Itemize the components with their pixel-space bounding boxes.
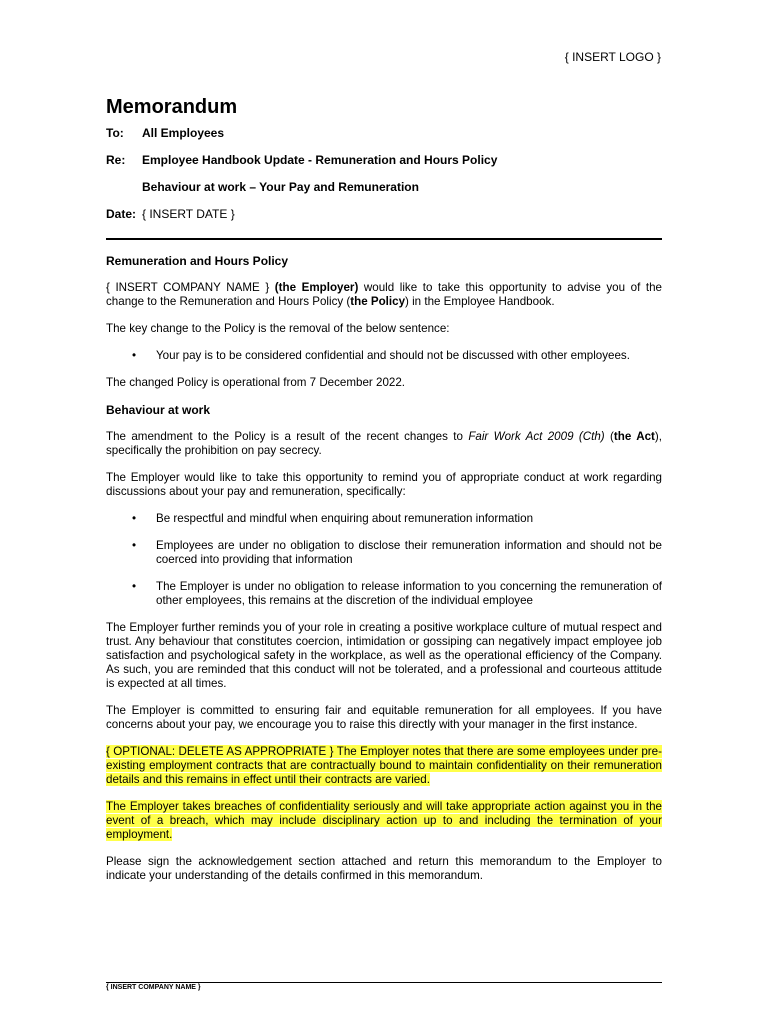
act-name: Fair Work Act 2009 (Cth) — [468, 430, 605, 443]
paragraph-key-change: The key change to the Policy is the removal of the below sentence: — [106, 322, 450, 335]
re-line1: Employee Handbook Update - Remuneration and Hours Policy — [142, 153, 498, 167]
re-row — [106, 153, 662, 167]
paragraph-remind: The Employer would like to take this opportunity to remind you of appropriate conduct at work regarding discussions about your pay and remuneration, specifically: — [106, 471, 662, 498]
paragraph-operational-date: The changed Policy is operational from 7 December 2022. — [106, 376, 406, 389]
to-row — [106, 126, 662, 140]
memo-body — [106, 96, 662, 896]
header-divider — [106, 238, 662, 240]
paragraph-acknowledgement: Please sign the acknowledgement section attached and return this memorandum to the Employer to indicate your understanding of the details confirmed in this memorandum. — [106, 855, 662, 882]
intro-text-b: ) in the Employee Handbook. — [405, 295, 555, 308]
amendment-text-a: The amendment to the Policy is a result of the recent changes to — [106, 430, 469, 443]
re-line2: Behaviour at work – Your Pay and Remuneration — [142, 180, 419, 194]
company-placeholder: { INSERT COMPANY NAME } — [106, 281, 270, 294]
intro-text-a: would like to take this opportunity to advise you of the change to the Remuneration and Hours Policy ( — [106, 281, 662, 308]
paragraph-amendment — [106, 430, 662, 458]
paragraph-fair-remuneration: The Employer is committed to ensuring fair and equitable remuneration for all employees. If you have concerns about your pay, we encourage you to raise this directly with your manager in the first instance. — [106, 704, 662, 731]
memo-title: Memorandum — [106, 96, 238, 118]
paragraph-optional — [106, 745, 662, 787]
policy-term: the Policy — [350, 295, 406, 308]
paragraph-intro — [106, 281, 662, 309]
to-value: All Employees — [142, 126, 225, 140]
breaches-text: The Employer takes breaches of confidentiality seriously and will take appropriate action against you in the event of a breach, which may include disciplinary action up to and including the termination of your employment. — [106, 800, 662, 841]
paragraph-breaches — [106, 800, 662, 842]
list-item: • Employees are under no obligation to disclose their remuneration information and should not be coerced into providing that information — [106, 539, 662, 567]
to-label: To: — [106, 126, 124, 140]
section-heading-remuneration: Remuneration and Hours Policy — [106, 254, 289, 268]
re-label: Re: — [106, 153, 126, 167]
paragraph-culture: The Employer further reminds you of your role in creating a positive workplace culture of mutual respect and trust. Any behaviour that constitutes coercion, intimidation or gossiping can negatively impact employee job satisfaction and psychological safety in the workplace, as well as the operational efficiency of the Company. As such, you are reminded that this conduct will not be tolerated, and a professional and courteous attitude is expected at all times. — [106, 621, 662, 690]
section-heading-behaviour: Behaviour at work — [106, 403, 211, 417]
act-term: the Act — [613, 430, 655, 443]
optional-text: The Employer notes that there are some employees under pre-existing employment contracts that are contractually bound to maintain confidentiality on their remuneration details and this remains in effect until their contracts are varied. — [106, 745, 662, 786]
date-value: { INSERT DATE } — [142, 207, 235, 221]
footer-company-placeholder: { INSERT COMPANY NAME } — [106, 984, 201, 991]
amendment-text-c: ), specifically the prohibition on pay secrecy. — [106, 430, 662, 457]
optional-placeholder: { OPTIONAL: DELETE AS APPROPRIATE } — [106, 745, 334, 758]
date-label: Date: — [106, 207, 137, 221]
removed-sentence-list — [106, 349, 662, 363]
employer-term: (the Employer) — [274, 281, 359, 294]
list-item: • Be respectful and mindful when enquiring about remuneration information — [106, 512, 662, 526]
amendment-text-b: ( — [604, 430, 614, 443]
date-row — [106, 207, 662, 221]
footer-divider — [106, 982, 662, 983]
list-item: • Your pay is to be considered confidential and should not be discussed with other employees. — [106, 349, 662, 363]
conduct-list — [106, 512, 662, 608]
logo-placeholder: { INSERT LOGO } — [564, 50, 661, 64]
list-item: • The Employer is under no obligation to release information to you concerning the remuneration of other employees, this remains at the discretion of the individual employee — [106, 580, 662, 608]
